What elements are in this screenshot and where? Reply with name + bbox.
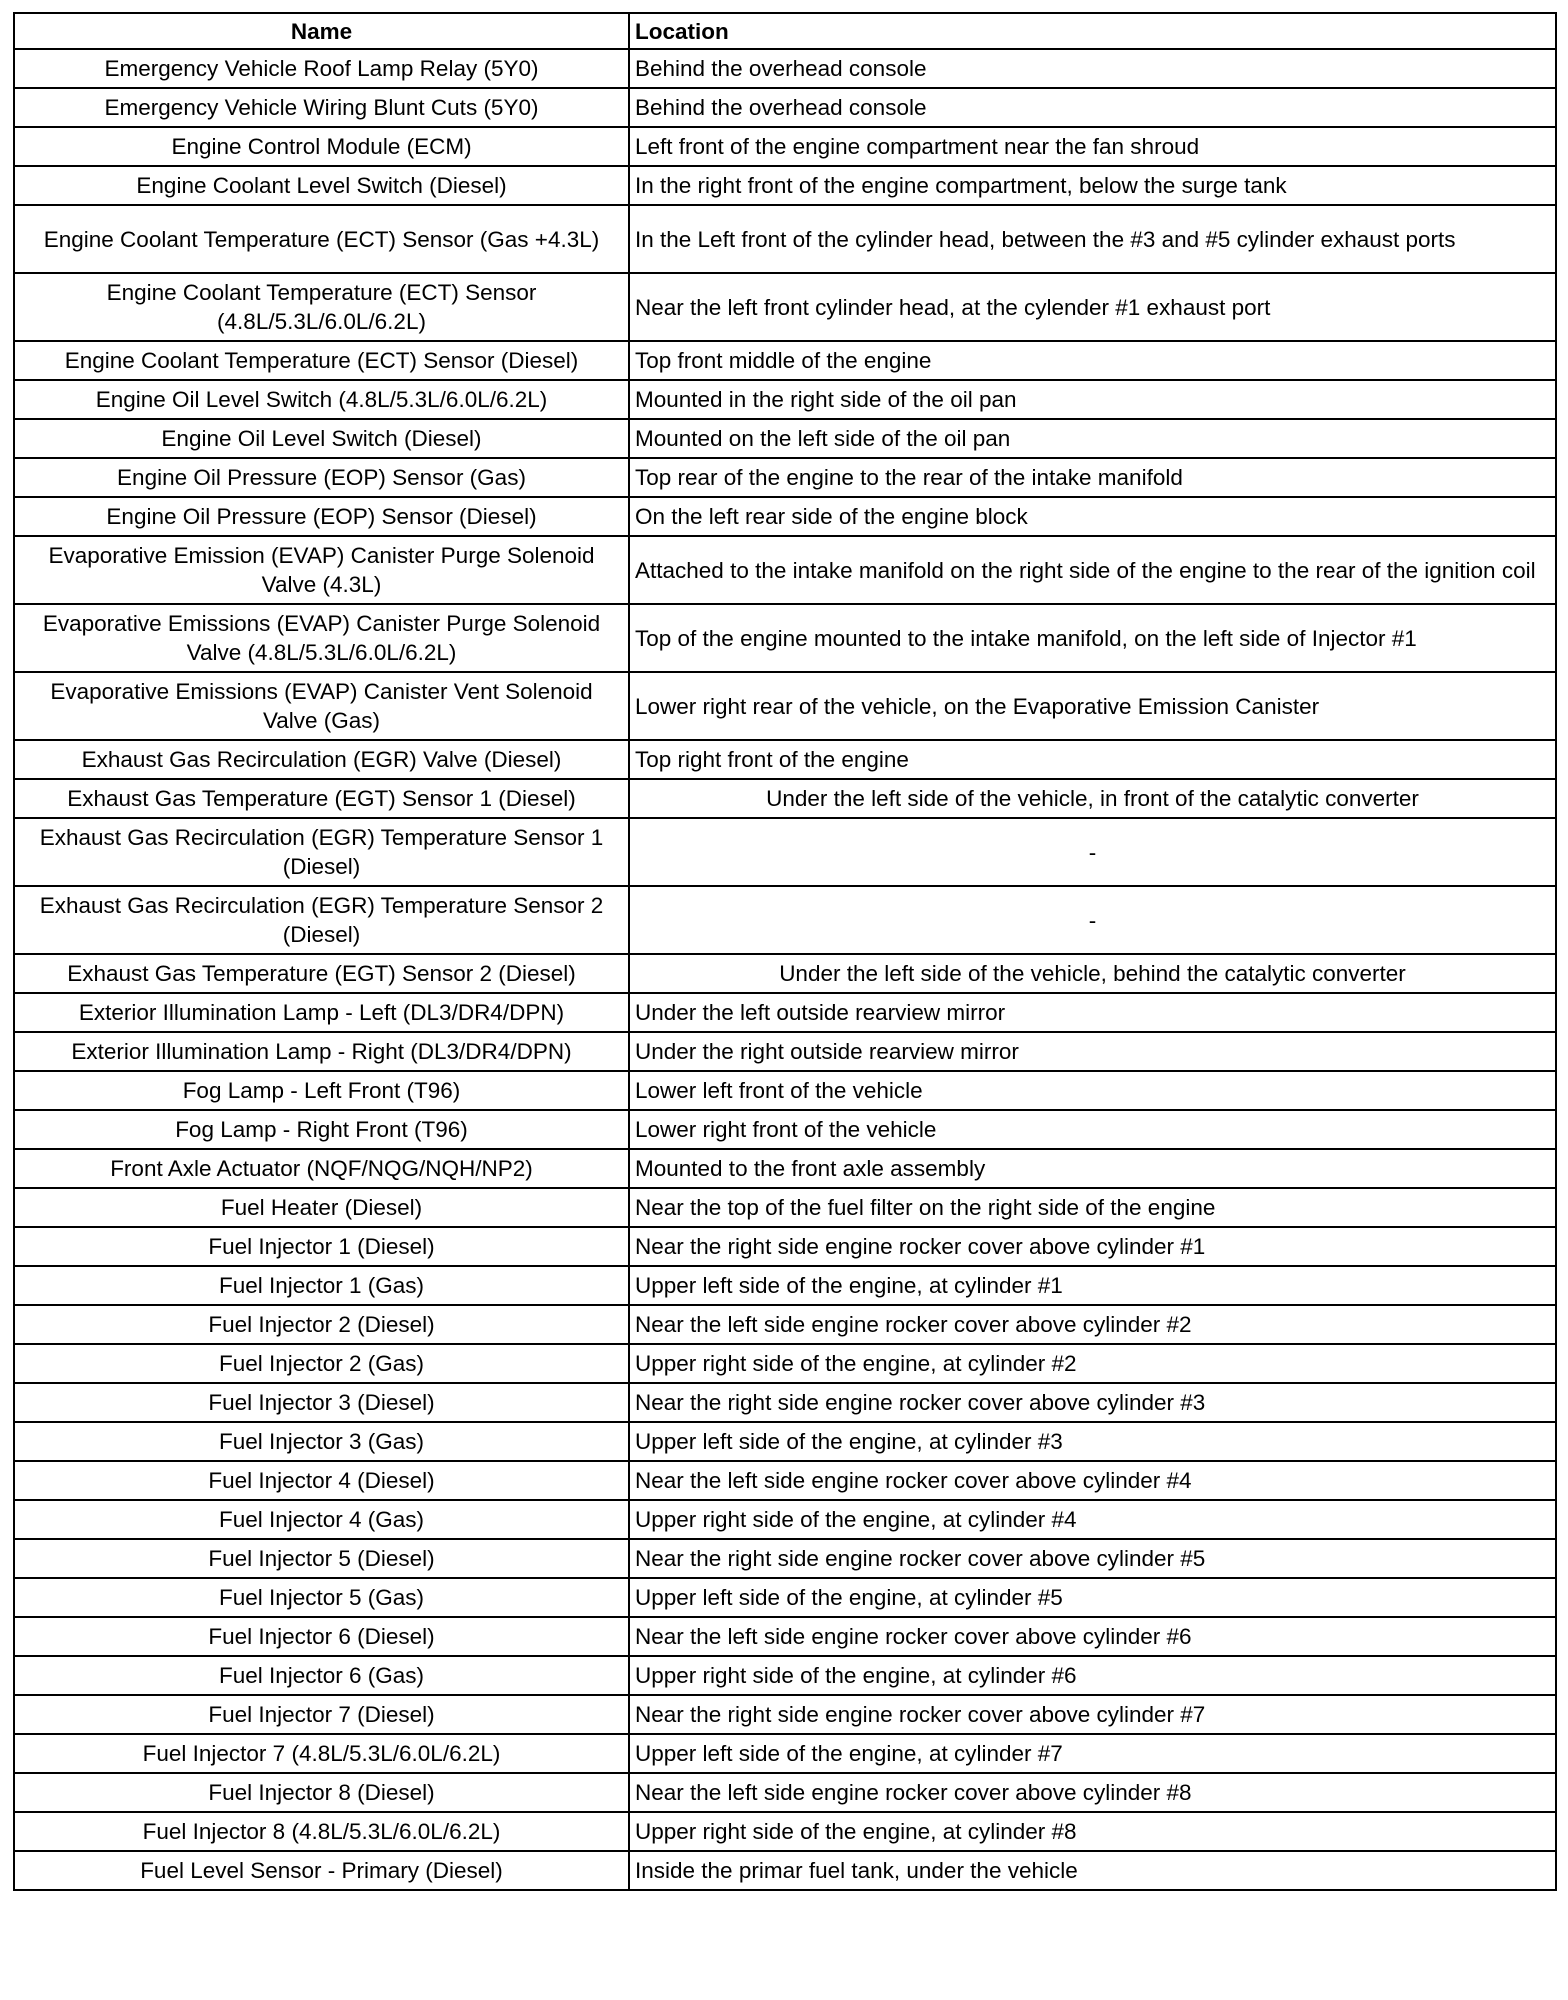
component-location-cell: Inside the primar fuel tank, under the vehicle — [629, 1851, 1556, 1890]
location-column-header: Location — [629, 13, 1556, 49]
component-name-cell: Fuel Injector 8 (Diesel) — [14, 1773, 629, 1812]
component-location-cell: In the right front of the engine compartment, below the surge tank — [629, 166, 1556, 205]
component-name-cell: Evaporative Emissions (EVAP) Canister Purge Solenoid Valve (4.8L/5.3L/6.0L/6.2L) — [14, 604, 629, 672]
table-row — [14, 341, 1556, 380]
table-row — [14, 1110, 1556, 1149]
table-row — [14, 1032, 1556, 1071]
table-row — [14, 380, 1556, 419]
component-name-cell: Fuel Injector 5 (Gas) — [14, 1578, 629, 1617]
table-body — [14, 49, 1556, 1890]
table-row — [14, 166, 1556, 205]
component-location-cell: Lower right rear of the vehicle, on the Evaporative Emission Canister — [629, 672, 1556, 740]
component-name-cell: Exterior Illumination Lamp - Right (DL3/DR4/DPN) — [14, 1032, 629, 1071]
component-name-cell: Fuel Injector 7 (Diesel) — [14, 1695, 629, 1734]
table-row — [14, 1812, 1556, 1851]
component-name-cell: Exhaust Gas Recirculation (EGR) Temperature Sensor 2 (Diesel) — [14, 886, 629, 954]
table-row — [14, 604, 1556, 672]
table-row — [14, 1422, 1556, 1461]
component-location-cell: - — [629, 886, 1556, 954]
component-name-cell: Evaporative Emission (EVAP) Canister Purge Solenoid Valve (4.3L) — [14, 536, 629, 604]
component-name-cell: Fuel Injector 5 (Diesel) — [14, 1539, 629, 1578]
table-row — [14, 993, 1556, 1032]
component-location-table-container — [13, 12, 1555, 1891]
name-column-header: Name — [14, 13, 629, 49]
component-location-cell: Lower right front of the vehicle — [629, 1110, 1556, 1149]
component-name-cell: Exhaust Gas Recirculation (EGR) Valve (Diesel) — [14, 740, 629, 779]
component-name-cell: Fuel Injector 3 (Diesel) — [14, 1383, 629, 1422]
component-name-cell: Fuel Injector 8 (4.8L/5.3L/6.0L/6.2L) — [14, 1812, 629, 1851]
table-row — [14, 740, 1556, 779]
table-row — [14, 779, 1556, 818]
table-row — [14, 127, 1556, 166]
table-row — [14, 818, 1556, 886]
component-name-cell: Engine Oil Pressure (EOP) Sensor (Gas) — [14, 458, 629, 497]
component-location-cell: Upper left side of the engine, at cylinder #5 — [629, 1578, 1556, 1617]
component-location-cell: Near the right side engine rocker cover above cylinder #5 — [629, 1539, 1556, 1578]
table-row — [14, 497, 1556, 536]
component-location-cell: Near the left side engine rocker cover above cylinder #6 — [629, 1617, 1556, 1656]
table-row — [14, 49, 1556, 88]
table-row — [14, 1695, 1556, 1734]
component-location-cell: Top right front of the engine — [629, 740, 1556, 779]
component-location-cell: Top front middle of the engine — [629, 341, 1556, 380]
component-name-cell: Evaporative Emissions (EVAP) Canister Vent Solenoid Valve (Gas) — [14, 672, 629, 740]
table-row — [14, 88, 1556, 127]
component-name-cell: Fog Lamp - Right Front (T96) — [14, 1110, 629, 1149]
component-name-cell: Fuel Injector 6 (Diesel) — [14, 1617, 629, 1656]
table-row — [14, 273, 1556, 341]
component-location-cell: Mounted on the left side of the oil pan — [629, 419, 1556, 458]
component-location-cell: Left front of the engine compartment near the fan shroud — [629, 127, 1556, 166]
component-location-cell: Under the left side of the vehicle, behind the catalytic converter — [629, 954, 1556, 993]
component-name-cell: Fuel Injector 3 (Gas) — [14, 1422, 629, 1461]
table-row — [14, 1071, 1556, 1110]
component-name-cell: Fog Lamp - Left Front (T96) — [14, 1071, 629, 1110]
component-location-cell: Upper left side of the engine, at cylinder #1 — [629, 1266, 1556, 1305]
component-name-cell: Fuel Injector 1 (Gas) — [14, 1266, 629, 1305]
component-location-cell: Near the left side engine rocker cover above cylinder #2 — [629, 1305, 1556, 1344]
component-name-cell: Engine Coolant Temperature (ECT) Sensor (Diesel) — [14, 341, 629, 380]
component-location-cell: Top of the engine mounted to the intake manifold, on the left side of Injector #1 — [629, 604, 1556, 672]
component-location-cell: Under the right outside rearview mirror — [629, 1032, 1556, 1071]
component-name-cell: Fuel Injector 1 (Diesel) — [14, 1227, 629, 1266]
table-row — [14, 419, 1556, 458]
component-location-cell: Upper right side of the engine, at cylinder #8 — [629, 1812, 1556, 1851]
component-location-cell: Under the left outside rearview mirror — [629, 993, 1556, 1032]
component-name-cell: Fuel Heater (Diesel) — [14, 1188, 629, 1227]
component-name-cell: Exhaust Gas Recirculation (EGR) Temperature Sensor 1 (Diesel) — [14, 818, 629, 886]
table-row — [14, 886, 1556, 954]
component-location-cell: Lower left front of the vehicle — [629, 1071, 1556, 1110]
component-name-cell: Fuel Level Sensor - Primary (Diesel) — [14, 1851, 629, 1890]
table-row — [14, 672, 1556, 740]
table-row — [14, 536, 1556, 604]
table-row — [14, 1578, 1556, 1617]
component-name-cell: Emergency Vehicle Roof Lamp Relay (5Y0) — [14, 49, 629, 88]
component-location-cell: Near the left side engine rocker cover above cylinder #4 — [629, 1461, 1556, 1500]
component-location-cell: Behind the overhead console — [629, 88, 1556, 127]
component-location-cell: On the left rear side of the engine block — [629, 497, 1556, 536]
component-name-cell: Fuel Injector 2 (Gas) — [14, 1344, 629, 1383]
table-row — [14, 1773, 1556, 1812]
table-header-row — [14, 13, 1556, 49]
component-location-cell: Near the right side engine rocker cover above cylinder #1 — [629, 1227, 1556, 1266]
component-location-cell: Upper left side of the engine, at cylinder #7 — [629, 1734, 1556, 1773]
component-location-table — [13, 12, 1557, 1891]
table-row — [14, 1383, 1556, 1422]
component-name-cell: Fuel Injector 4 (Gas) — [14, 1500, 629, 1539]
component-location-cell: Attached to the intake manifold on the right side of the engine to the rear of the ignition coil — [629, 536, 1556, 604]
table-row — [14, 205, 1556, 273]
component-location-cell: Near the right side engine rocker cover above cylinder #7 — [629, 1695, 1556, 1734]
component-location-cell: Near the top of the fuel filter on the right side of the engine — [629, 1188, 1556, 1227]
component-name-cell: Exhaust Gas Temperature (EGT) Sensor 1 (Diesel) — [14, 779, 629, 818]
component-name-cell: Fuel Injector 4 (Diesel) — [14, 1461, 629, 1500]
component-location-cell: Near the left side engine rocker cover above cylinder #8 — [629, 1773, 1556, 1812]
component-location-cell: Near the right side engine rocker cover above cylinder #3 — [629, 1383, 1556, 1422]
component-location-cell: Top rear of the engine to the rear of the intake manifold — [629, 458, 1556, 497]
table-row — [14, 1266, 1556, 1305]
component-name-cell: Engine Oil Level Switch (4.8L/5.3L/6.0L/6.2L) — [14, 380, 629, 419]
table-row — [14, 1344, 1556, 1383]
component-location-cell: - — [629, 818, 1556, 886]
component-name-cell: Fuel Injector 2 (Diesel) — [14, 1305, 629, 1344]
table-row — [14, 1851, 1556, 1890]
table-row — [14, 1500, 1556, 1539]
component-location-cell: Near the left front cylinder head, at the cylender #1 exhaust port — [629, 273, 1556, 341]
component-location-cell: In the Left front of the cylinder head, between the #3 and #5 cylinder exhaust ports — [629, 205, 1556, 273]
component-location-cell: Behind the overhead console — [629, 49, 1556, 88]
component-name-cell: Fuel Injector 6 (Gas) — [14, 1656, 629, 1695]
component-name-cell: Exhaust Gas Temperature (EGT) Sensor 2 (Diesel) — [14, 954, 629, 993]
component-location-cell: Under the left side of the vehicle, in front of the catalytic converter — [629, 779, 1556, 818]
component-name-cell: Engine Coolant Temperature (ECT) Sensor (4.8L/5.3L/6.0L/6.2L) — [14, 273, 629, 341]
table-row — [14, 1188, 1556, 1227]
component-name-cell: Fuel Injector 7 (4.8L/5.3L/6.0L/6.2L) — [14, 1734, 629, 1773]
component-name-cell: Emergency Vehicle Wiring Blunt Cuts (5Y0) — [14, 88, 629, 127]
component-name-cell: Engine Control Module (ECM) — [14, 127, 629, 166]
table-row — [14, 1734, 1556, 1773]
component-location-cell: Upper left side of the engine, at cylinder #3 — [629, 1422, 1556, 1461]
table-row — [14, 1227, 1556, 1266]
table-row — [14, 1539, 1556, 1578]
component-name-cell: Exterior Illumination Lamp - Left (DL3/DR4/DPN) — [14, 993, 629, 1032]
component-name-cell: Engine Coolant Level Switch (Diesel) — [14, 166, 629, 205]
component-name-cell: Engine Oil Level Switch (Diesel) — [14, 419, 629, 458]
table-row — [14, 1617, 1556, 1656]
table-row — [14, 954, 1556, 993]
table-row — [14, 458, 1556, 497]
component-location-cell: Upper right side of the engine, at cylinder #2 — [629, 1344, 1556, 1383]
component-name-cell: Engine Coolant Temperature (ECT) Sensor (Gas +4.3L) — [14, 205, 629, 273]
component-location-cell: Upper right side of the engine, at cylinder #4 — [629, 1500, 1556, 1539]
component-location-cell: Mounted in the right side of the oil pan — [629, 380, 1556, 419]
component-name-cell: Engine Oil Pressure (EOP) Sensor (Diesel) — [14, 497, 629, 536]
table-row — [14, 1149, 1556, 1188]
component-location-cell: Upper right side of the engine, at cylinder #6 — [629, 1656, 1556, 1695]
table-row — [14, 1461, 1556, 1500]
table-row — [14, 1656, 1556, 1695]
component-location-cell: Mounted to the front axle assembly — [629, 1149, 1556, 1188]
component-name-cell: Front Axle Actuator (NQF/NQG/NQH/NP2) — [14, 1149, 629, 1188]
table-row — [14, 1305, 1556, 1344]
